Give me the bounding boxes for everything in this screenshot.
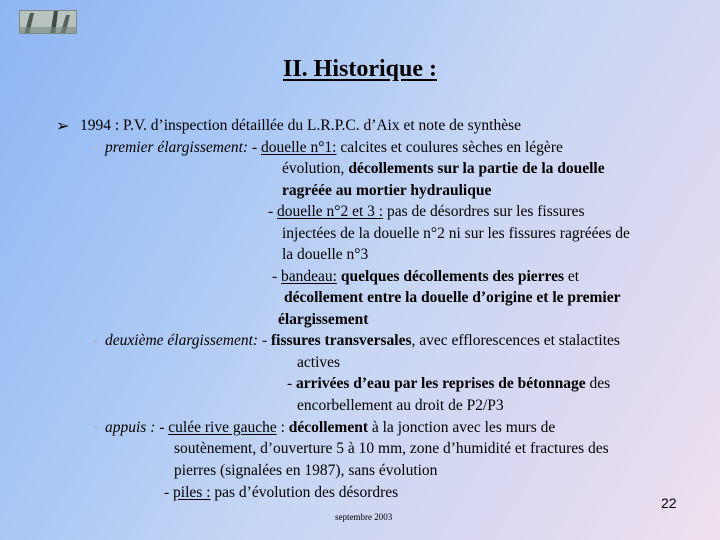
premier-line-9: élargissement xyxy=(278,311,369,328)
appuis-line-3: pierres (signalées en 1987), sans évolution xyxy=(174,462,438,479)
deuxieme-line-3: - arrivées d’eau par les reprises de bétonnage des xyxy=(287,375,611,392)
appuis-line-1: appuis : - culée rive gauche : décollement à la jonction avec les murs de xyxy=(105,419,556,436)
appuis-line-2: soutènement, d’ouverture 5 à 10 mm, zone d’humidité et fractures des xyxy=(174,440,609,457)
arrow-bullet-icon: ➢ xyxy=(56,116,70,135)
deuxieme-line-2: actives xyxy=(297,354,341,371)
bullet-icon: • xyxy=(92,141,100,155)
premier-line-3: ragréée au mortier hydraulique xyxy=(282,182,492,199)
bullet-icon: • xyxy=(92,421,100,435)
premier-line-5: injectées de la douelle n°2 ni sur les fissures ragréées de xyxy=(282,225,630,242)
deuxieme-line-4: encorbellement au droit de P2/P3 xyxy=(297,397,504,414)
appuis-line-4: - piles : pas d’évolution des désordres xyxy=(164,484,399,501)
premier-line-2: évolution, décollements sur la partie de la douelle xyxy=(282,160,605,177)
appuis-label: appuis : xyxy=(105,419,156,436)
deuxieme-label: deuxième élargissement: xyxy=(105,332,259,349)
premier-line-4: - douelle n°2 et 3 : pas de désordres sur les fissures xyxy=(268,203,585,220)
premier-line-8: décollement entre la douelle d’origine et le premier xyxy=(284,289,621,306)
bridge-photo-thumbnail xyxy=(19,10,77,34)
page-title: II. Historique : xyxy=(282,56,437,82)
premier-line-7: - bandeau: quelques décollements des pierres et xyxy=(272,268,580,285)
premier-label: premier élargissement: xyxy=(105,139,249,156)
intro-line: 1994 : P.V. d’inspection détaillée du L.R.P.C. d’Aix et note de synthèse xyxy=(80,117,521,134)
page-number: 22 xyxy=(661,495,677,511)
premier-line-6: la douelle n°3 xyxy=(282,246,369,263)
bullet-icon: • xyxy=(92,335,100,349)
deuxieme-line-1: deuxième élargissement: - fissures transversales, avec efflorescences et stalactites xyxy=(105,332,620,349)
footer-date: septembre 2003 xyxy=(335,512,393,522)
premier-line-1: premier élargissement: - douelle n°1: calcites et coulures sèches en légère xyxy=(105,139,563,156)
